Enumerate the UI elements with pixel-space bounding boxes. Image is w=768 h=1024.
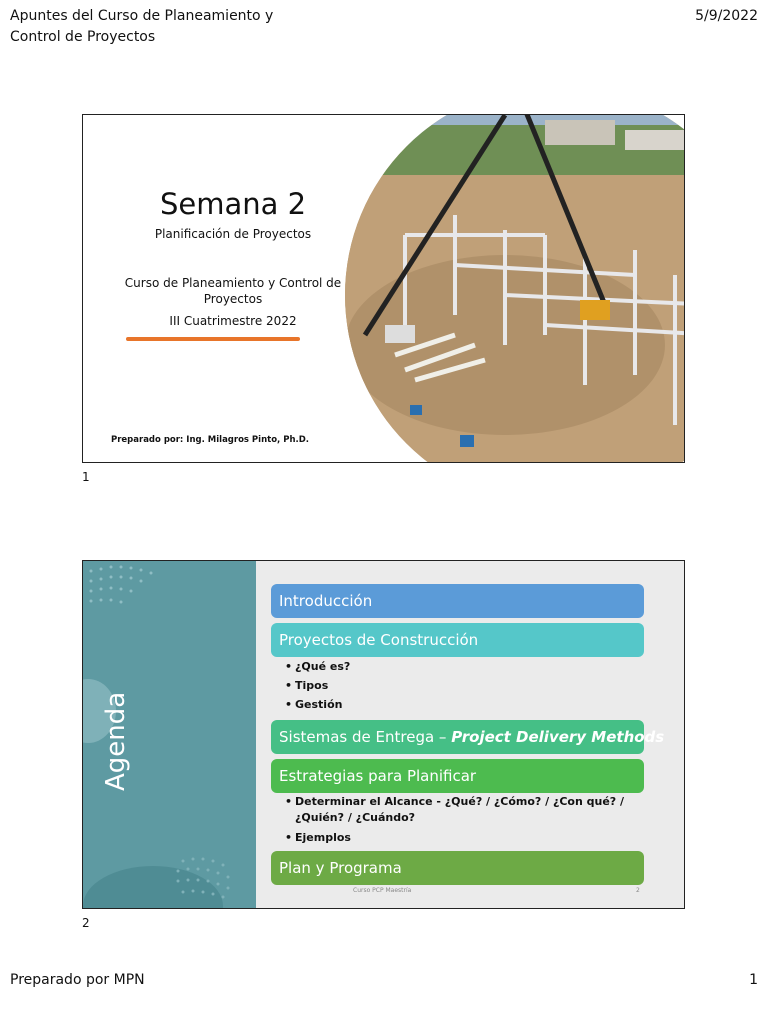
agenda-title: Agenda bbox=[101, 691, 131, 791]
document-header-title: Apuntes del Curso de Planeamiento y Control de Proyectos bbox=[10, 8, 274, 45]
bullet-item: • Determinar el Alcance - ¿Qué? / ¿Cómo? / ¿Con qué? / ¿Quién? / ¿Cuándo? bbox=[285, 794, 625, 826]
slide-2 bbox=[82, 560, 685, 909]
agenda-item-label: Sistemas de Entrega – bbox=[279, 728, 452, 746]
bullet-item: • Ejemplos bbox=[285, 830, 625, 846]
bullets-estrategias bbox=[285, 794, 625, 850]
slide-1-course: Curso de Planeamiento y Control de Proyectos bbox=[124, 276, 342, 306]
document-footer-left: Preparado por MPN bbox=[10, 972, 145, 988]
agenda-item-introduccion bbox=[271, 584, 644, 618]
slide-2-page-number: 2 bbox=[636, 887, 640, 894]
slide-1 bbox=[82, 114, 685, 463]
agenda-item-emphasis: Project Delivery Methods bbox=[451, 728, 665, 746]
slide-2-footer-text: Curso PCP Maestría bbox=[353, 887, 412, 894]
slide-2-number: 2 bbox=[82, 916, 90, 930]
bullets-proyectos bbox=[285, 657, 350, 714]
agenda-item-label: Plan y Programa bbox=[279, 859, 402, 877]
slide-1-author: Preparado por: Ing. Milagros Pinto, Ph.D. bbox=[111, 435, 310, 445]
construction-site-photo bbox=[345, 114, 685, 463]
accent-underline bbox=[126, 337, 300, 341]
agenda-item-estrategias bbox=[271, 759, 644, 793]
bullet-item: • Tipos bbox=[285, 676, 350, 695]
agenda-item-label: Estrategias para Planificar bbox=[279, 767, 477, 785]
agenda-item-label: Proyectos de Construcción bbox=[279, 631, 479, 649]
agenda-item-label: Introducción bbox=[279, 592, 373, 610]
document-header-date: 5/9/2022 bbox=[695, 8, 758, 24]
slide-1-title: Semana 2 bbox=[159, 187, 307, 221]
slide-1-term: III Cuatrimestre 2022 bbox=[169, 314, 297, 328]
agenda-item-sistemas-entrega bbox=[271, 720, 665, 754]
slide-1-number: 1 bbox=[82, 470, 90, 484]
document-footer-page: 1 bbox=[749, 972, 758, 988]
slide-1-subtitle: Planificación de Proyectos bbox=[154, 227, 312, 241]
bullet-item: • Gestión bbox=[285, 695, 350, 714]
agenda-item-plan-programa bbox=[271, 851, 644, 885]
bullet-item: • ¿Qué es? bbox=[285, 657, 350, 676]
agenda-side-panel bbox=[83, 561, 256, 908]
agenda-item-proyectos bbox=[271, 623, 644, 657]
